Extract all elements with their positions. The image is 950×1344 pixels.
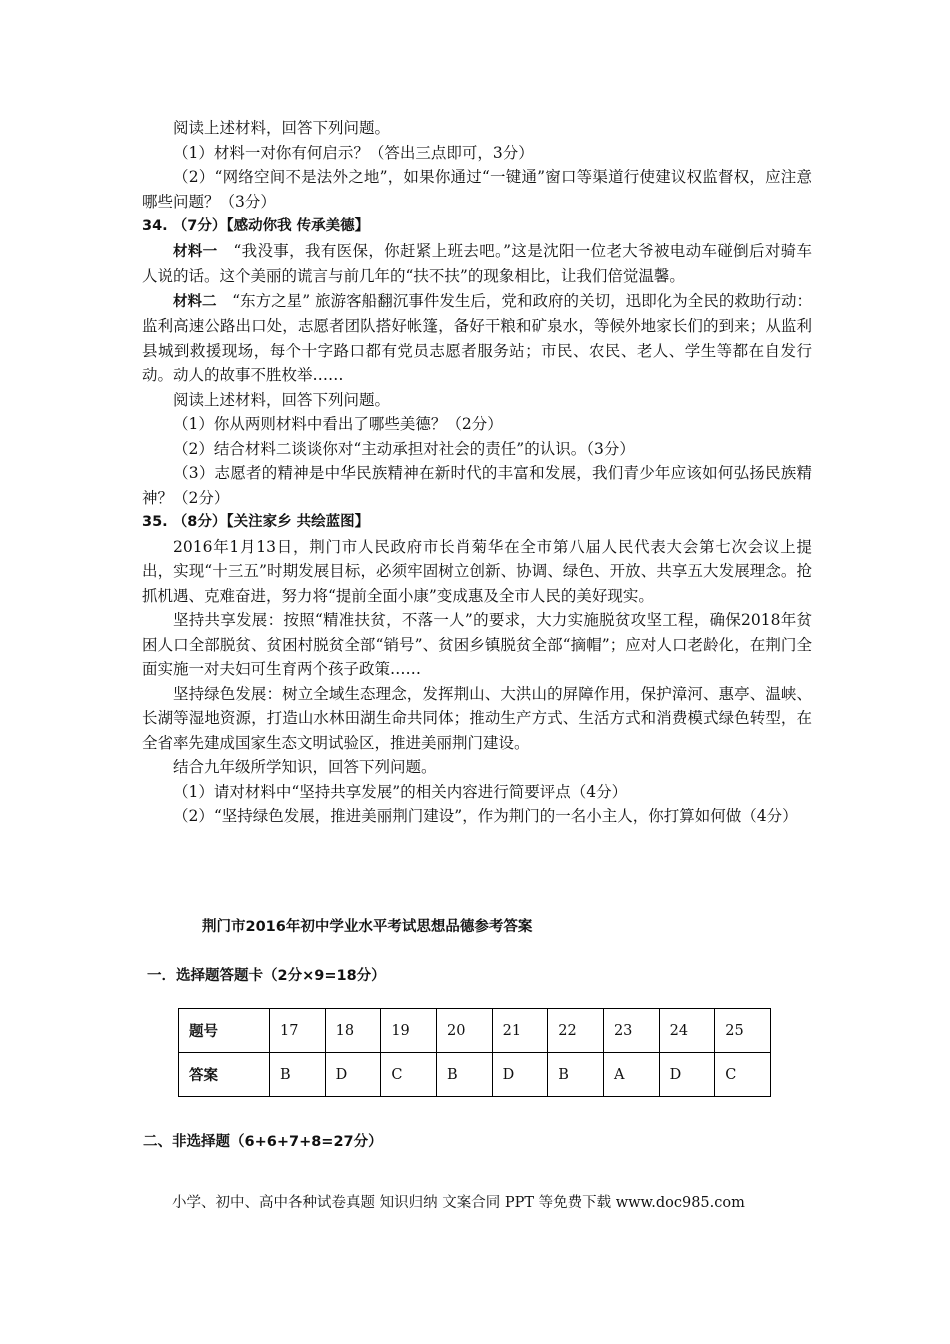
q35-paragraph-1: 2016年1月13日，荆门市人民政府市长肖菊华在全市第八届人民代表大会第七次会议上提出，实现“十三五”时期发展目标，必须牢固树立创新、协调、绿色、开放、共享五大发展理念。抢抓机遇、克难奋进，努力将“提前全面小康”变成惠及全市人民的美好现实。 xyxy=(142,537,812,605)
row-label-number: 题号 xyxy=(179,1009,270,1053)
q35-q2: （2）“坚持绿色发展，推进美丽荆门建设”，作为荆门的一名小主人，你打算如何做（4分） xyxy=(173,807,798,825)
q35-paragraph-2: 坚持共享发展：按照“精准扶贫，不落一人”的要求，大力实施脱贫攻坚工程，确保2018年贫困人口全部脱贫、贫困村脱贫全部“销号”、贫困乡镇脱贫全部“摘帽”；应对人口老龄化，在荆门全面实施一对夫妇可生育两个孩子政策…… xyxy=(142,611,812,678)
answer-cell: A xyxy=(603,1053,659,1097)
section-1-heading: 一．选择题答题卡（2分×9=18分） xyxy=(147,968,386,984)
q35-q1: （1）请对材料中“坚持共享发展”的相关内容进行简要评点（4分） xyxy=(173,782,628,801)
row-label-answer: 答案 xyxy=(179,1053,270,1097)
table-row-numbers xyxy=(179,1009,771,1053)
question-number: 17 xyxy=(270,1009,326,1053)
question-number: 22 xyxy=(548,1009,604,1053)
q34-heading: 34. （7分）【感动你我 传承美德】 xyxy=(142,218,370,234)
answer-cell: C xyxy=(715,1053,771,1097)
section-2-heading: 二、非选择题（6+6+7+8=27分） xyxy=(143,1134,383,1150)
answer-cell: B xyxy=(548,1053,604,1097)
q35-heading: 35. （8分）【关注家乡 共绘蓝图】 xyxy=(142,514,370,530)
question-number: 21 xyxy=(492,1009,548,1053)
q34-material-1-label: 材料一 xyxy=(173,243,218,260)
q35-paragraph-3: 坚持绿色发展：树立全域生态理念，发挥荆山、大洪山的屏障作用，保护漳河、惠亭、温峡、长湖等湿地资源，打造山水林田湖生命共同体；推动生产方式、生活方式和消费模式绿色转型，在全省率先建成国家生态文明试验区，推进美丽荆门建设。 xyxy=(142,684,812,752)
q34-material-1 xyxy=(142,239,812,289)
answer-cell: C xyxy=(381,1053,437,1097)
question-number: 23 xyxy=(603,1009,659,1053)
q34-material-2-label: 材料二 xyxy=(173,293,217,310)
q35-read: 结合九年级所学知识，回答下列问题。 xyxy=(173,758,437,776)
answer-cell: D xyxy=(325,1053,381,1097)
answer-cell: D xyxy=(659,1053,715,1097)
intro-q1: （1）材料一对你有何启示？（答出三点即可，3分） xyxy=(173,143,534,162)
answer-table xyxy=(178,1008,771,1097)
q34-material-2 xyxy=(142,289,812,388)
question-content xyxy=(142,116,812,829)
q34-q1: （1）你从两则材料中看出了哪些美德？（2分） xyxy=(173,415,503,433)
question-number: 19 xyxy=(381,1009,437,1053)
table-row-answers xyxy=(179,1053,771,1097)
intro-q2: （2）“网络空间不是法外之地”，如果你通过“一键通”窗口等渠道行使建议权监督权，应注意哪些问题？（3分） xyxy=(142,168,812,211)
question-number: 20 xyxy=(436,1009,492,1053)
q34-material-1-text: “我没事，我有医保，你赶紧上班去吧。”这是沈阳一位老大爷被电动车碰倒后对骑车人说的话。这个美丽的谎言与前几年的“扶不扶”的现象相比，让我们倍觉温馨。 xyxy=(142,241,813,285)
intro-read: 阅读上述材料，回答下列问题。 xyxy=(173,119,391,137)
answer-cell: B xyxy=(436,1053,492,1097)
q34-material-2-text: “东方之星” 旅游客船翻沉事件发生后，党和政府的关切，迅即化为全民的救助行动：监利高速公路出口处，志愿者团队搭好帐篷，备好干粮和矿泉水，等候外地家长们的到来；从监利县城到救援现场，每个十字路口都有党员志愿者服务站；市民、农民、老人、学生等都在自发行动。动人的故事不胜枚举…… xyxy=(142,291,813,384)
answer-cell: B xyxy=(270,1053,326,1097)
q34-q3: （3）志愿者的精神是中华民族精神在新时代的丰富和发展，我们青少年应该如何弘扬民族精神？（2分） xyxy=(142,464,812,507)
question-number: 24 xyxy=(659,1009,715,1053)
q34-read: 阅读上述材料，回答下列问题。 xyxy=(173,390,391,409)
q34-q2: （2）结合材料二谈谈你对“主动承担对社会的责任”的认识。（3分） xyxy=(173,439,635,458)
answer-cell: D xyxy=(492,1053,548,1097)
question-number: 25 xyxy=(715,1009,771,1053)
page-footer: 小学、初中、高中各种试卷真题 知识归纳 文案合同 PPT 等免费下载 www.doc985.com xyxy=(172,1195,745,1211)
question-number: 18 xyxy=(325,1009,381,1053)
answer-title: 荆门市2016年初中学业水平考试思想品德参考答案 xyxy=(202,919,533,935)
